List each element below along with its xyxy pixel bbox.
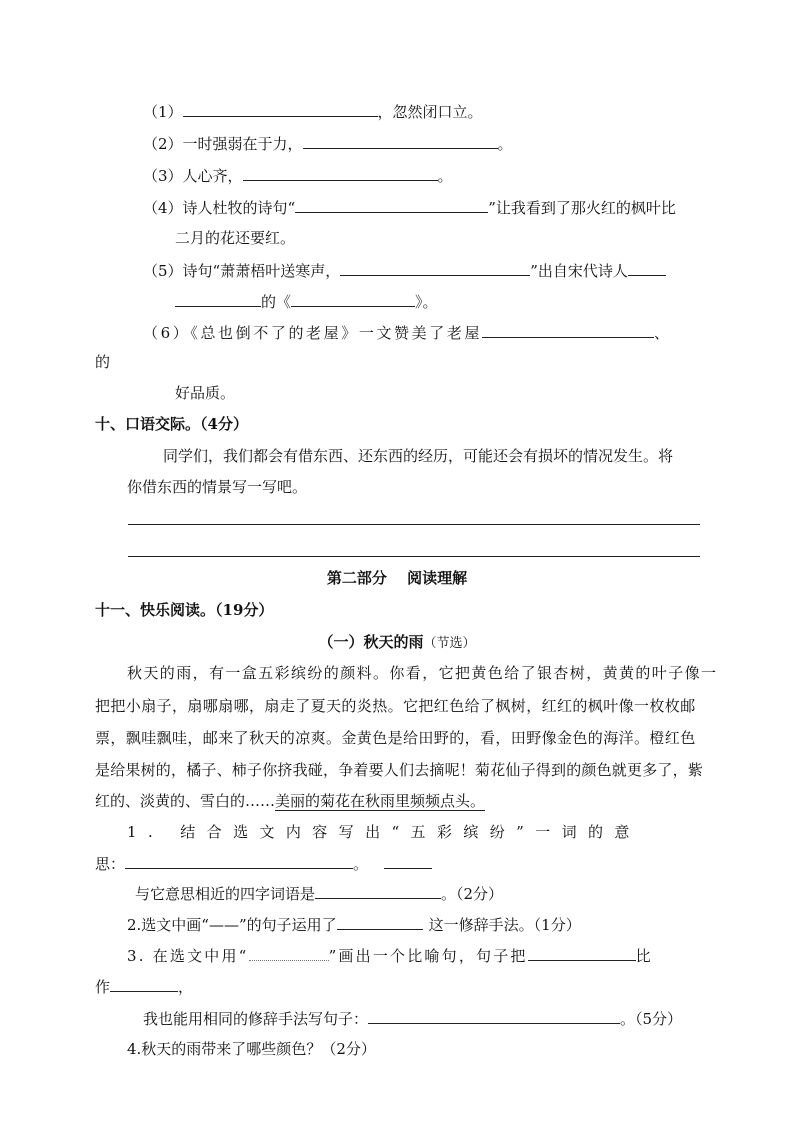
answer-blank[interactable]	[337, 914, 423, 930]
section-10-title: 十、口语交际。（4分）	[95, 415, 248, 433]
answer-blank[interactable]	[482, 322, 654, 338]
reading-question-2: 2.选文中画“——”的句子运用了 这一修辞手法。（1分）	[127, 916, 581, 934]
answer-blank[interactable]	[125, 853, 353, 869]
part-2-title: 第二部分 阅读理解	[326, 569, 468, 587]
reading-question-4: 4.秋天的雨带来了哪些颜色？（2分）	[127, 1040, 376, 1058]
answer-blank[interactable]	[291, 291, 415, 307]
reading-question-1-sub: 与它意思相近的四字词语是 。（2分）	[135, 885, 504, 903]
section-11-title: 十一、快乐阅读。（19分）	[95, 601, 274, 619]
answer-blank[interactable]	[628, 260, 666, 276]
fill-question-6-continued: 好品质。	[175, 384, 236, 402]
answer-blank[interactable]	[528, 945, 636, 961]
fill-question-1: （1） ，忽然闭口立。	[143, 103, 483, 121]
reading-question-1-continued: 思： 。	[95, 853, 432, 874]
passage-line-2: 把把小扇子，扇哪扇哪，扇走了夏天的炎热。它把红色给了枫树，红红的枫叶像一枚枚邮	[95, 697, 696, 715]
answer-blank[interactable]	[315, 883, 441, 899]
fill-question-5-continued: 的《 》。	[175, 291, 438, 312]
reading-question-3-continued: 作 ，	[95, 978, 194, 996]
section-10-paragraph-2: 你借东西的情景写一写吧。	[127, 478, 308, 496]
fill-question-2: （2）一时强弱在于力， 。	[143, 135, 513, 153]
answer-blank[interactable]	[110, 976, 178, 992]
passage-line-4: 是给果树的，橘子、柿子你挤我碰，争着要人们去摘呢！菊花仙子得到的颜色就更多了，紫	[95, 761, 704, 779]
reading-question-3-sub: 我也能用相同的修辞手法写句子： 。（5分）	[143, 1010, 683, 1028]
answer-blank[interactable]	[303, 133, 498, 149]
answer-blank[interactable]	[295, 197, 488, 213]
fill-question-5: （5）诗句“萧萧梧叶送寒声， ”出自宋代诗人	[143, 260, 666, 281]
answer-blank[interactable]	[175, 291, 261, 307]
fill-question-6: （6）《总也倒不了的老屋》一文赞美了老屋 、	[143, 324, 672, 342]
answer-blank[interactable]	[243, 165, 438, 181]
answer-blank[interactable]	[384, 853, 432, 869]
passage-line-5: 红的、淡黄的、雪白的……美丽的菊花在秋雨里频频点头。	[95, 792, 486, 810]
reading-question-1: 1. 结合选文内容写出“五彩缤纷”一词的意	[127, 823, 641, 841]
passage-line-1: 秋天的雨，有一盒五彩缤纷的颜料。你看，它把黄色给了银杏树，黄黄的叶子像一	[127, 664, 718, 682]
answer-blank[interactable]	[368, 1008, 620, 1024]
writing-line-1[interactable]	[128, 524, 700, 525]
fill-question-4: （4）诗人杜牧的诗句“ ”让我看到了那火红的枫叶比	[143, 199, 676, 217]
answer-blank[interactable]	[183, 101, 378, 117]
fill-question-3: （3）人心齐， 。	[143, 167, 453, 185]
fill-question-6-de: 的	[95, 353, 111, 371]
wavy-line-marker	[249, 948, 329, 961]
writing-line-2[interactable]	[128, 556, 700, 557]
answer-blank[interactable]	[340, 260, 530, 276]
section-10-paragraph-1: 同学们，我们都会有借东西、还东西的经历，可能还会有损坏的情况发生。将	[163, 447, 674, 465]
reading-question-3: 3. 在选文中用“ ”画出一个比喻句，句子把 比	[127, 947, 653, 965]
passage-title: （一）秋天的雨（节选）	[318, 633, 476, 651]
fill-question-4-continued: 二月的花还要红。	[175, 229, 296, 247]
passage-line-3: 票，飘哇飘哇，邮来了秋天的凉爽。金黄色是给田野的，看，田野像金色的海洋。橙红色	[95, 729, 696, 747]
underlined-sentence: 美丽的菊花在秋雨里频频点头。	[275, 792, 486, 810]
